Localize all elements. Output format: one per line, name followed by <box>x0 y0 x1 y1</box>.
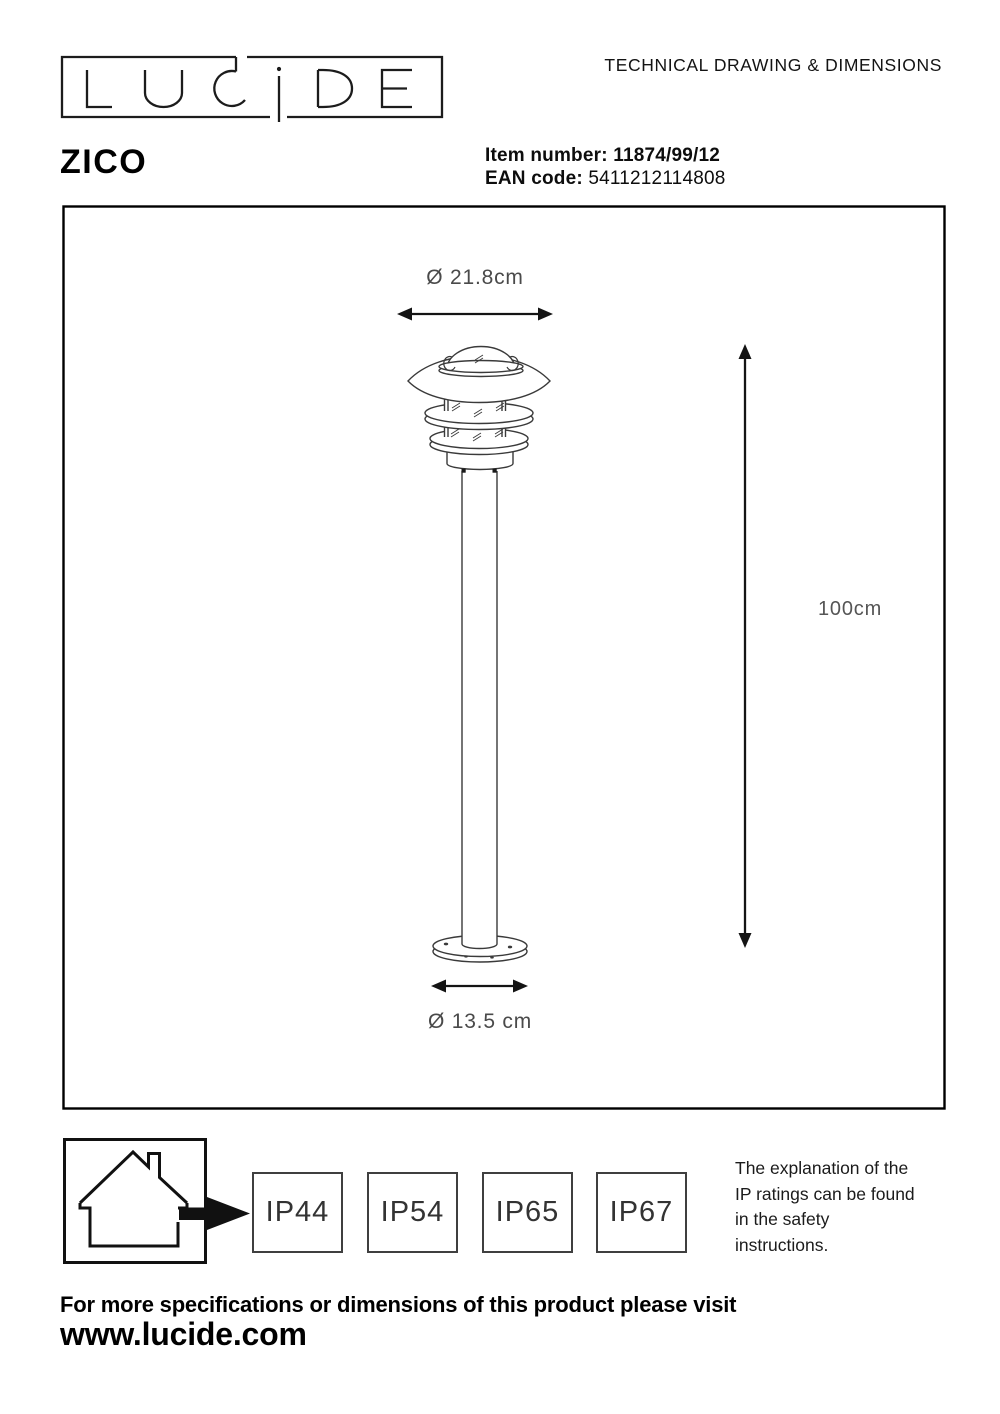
lucide-logo <box>60 50 450 130</box>
ean-label: EAN code: <box>485 168 583 189</box>
dim-arrow-top <box>397 308 553 321</box>
house-left-wall <box>80 1203 178 1246</box>
ip-note-line: instructions. <box>735 1234 829 1255</box>
ip-note-line: The explanation of the <box>735 1158 909 1178</box>
product-codes <box>485 144 726 190</box>
dimension-height: 100cm <box>818 598 883 620</box>
lamp-dome <box>439 347 523 377</box>
ip-rating-badge-ip67 <box>596 1172 687 1253</box>
outdoor-house-icon <box>60 1132 260 1272</box>
house-roof <box>80 1152 187 1203</box>
logo-letter-u <box>145 70 182 107</box>
logo-letter-e <box>382 70 412 107</box>
website-link[interactable]: www.lucide.com <box>60 1316 307 1352</box>
technical-drawing-panel <box>62 205 946 1110</box>
footer-text: For more specifications or dimensions of this product please visit <box>60 1292 737 1317</box>
dimension-top-diameter: Ø 21.8cm <box>426 266 524 289</box>
lamp-pole <box>462 471 497 949</box>
item-number-row <box>485 144 726 167</box>
ip-rating-badge-ip54 <box>367 1172 458 1253</box>
dimension-base-diameter: Ø 13.5 cm <box>427 1010 533 1033</box>
lamp-screw-left <box>462 469 466 473</box>
outdoor-arrow-icon <box>179 1197 250 1230</box>
ip-rating-label: IP65 <box>495 1196 560 1228</box>
lamp-screw-right <box>493 469 497 473</box>
drawing-border <box>64 207 945 1109</box>
ip-rating-label: IP54 <box>380 1196 445 1228</box>
dim-arrow-base <box>431 980 528 993</box>
ean-value: 5411212114808 <box>588 168 726 189</box>
ip-rating-label: IP44 <box>265 1196 330 1228</box>
item-number-label: Item number: <box>485 145 608 166</box>
item-number-value: 11874/99/12 <box>613 145 721 166</box>
ip-rating-badge-ip44 <box>252 1172 343 1253</box>
ean-row <box>485 167 726 190</box>
product-name: ZICO <box>60 143 148 181</box>
logo-letter-c <box>214 71 245 106</box>
ip-note-line: IP ratings can be found <box>735 1183 915 1204</box>
logo-letter-d <box>318 70 352 107</box>
ip-rating-badge-ip65 <box>482 1172 573 1253</box>
house-right-wall <box>178 1203 187 1208</box>
dim-arrow-height <box>739 344 752 948</box>
ip-explanation-note <box>735 1156 950 1258</box>
document-title: TECHNICAL DRAWING & DIMENSIONS <box>604 55 942 75</box>
ip-note-line: in the safety <box>735 1209 830 1229</box>
logo-letter-l <box>87 70 112 107</box>
lamp-drawing <box>408 347 550 963</box>
ip-rating-label: IP67 <box>609 1196 674 1228</box>
logo-letter-i-dot <box>277 67 281 71</box>
